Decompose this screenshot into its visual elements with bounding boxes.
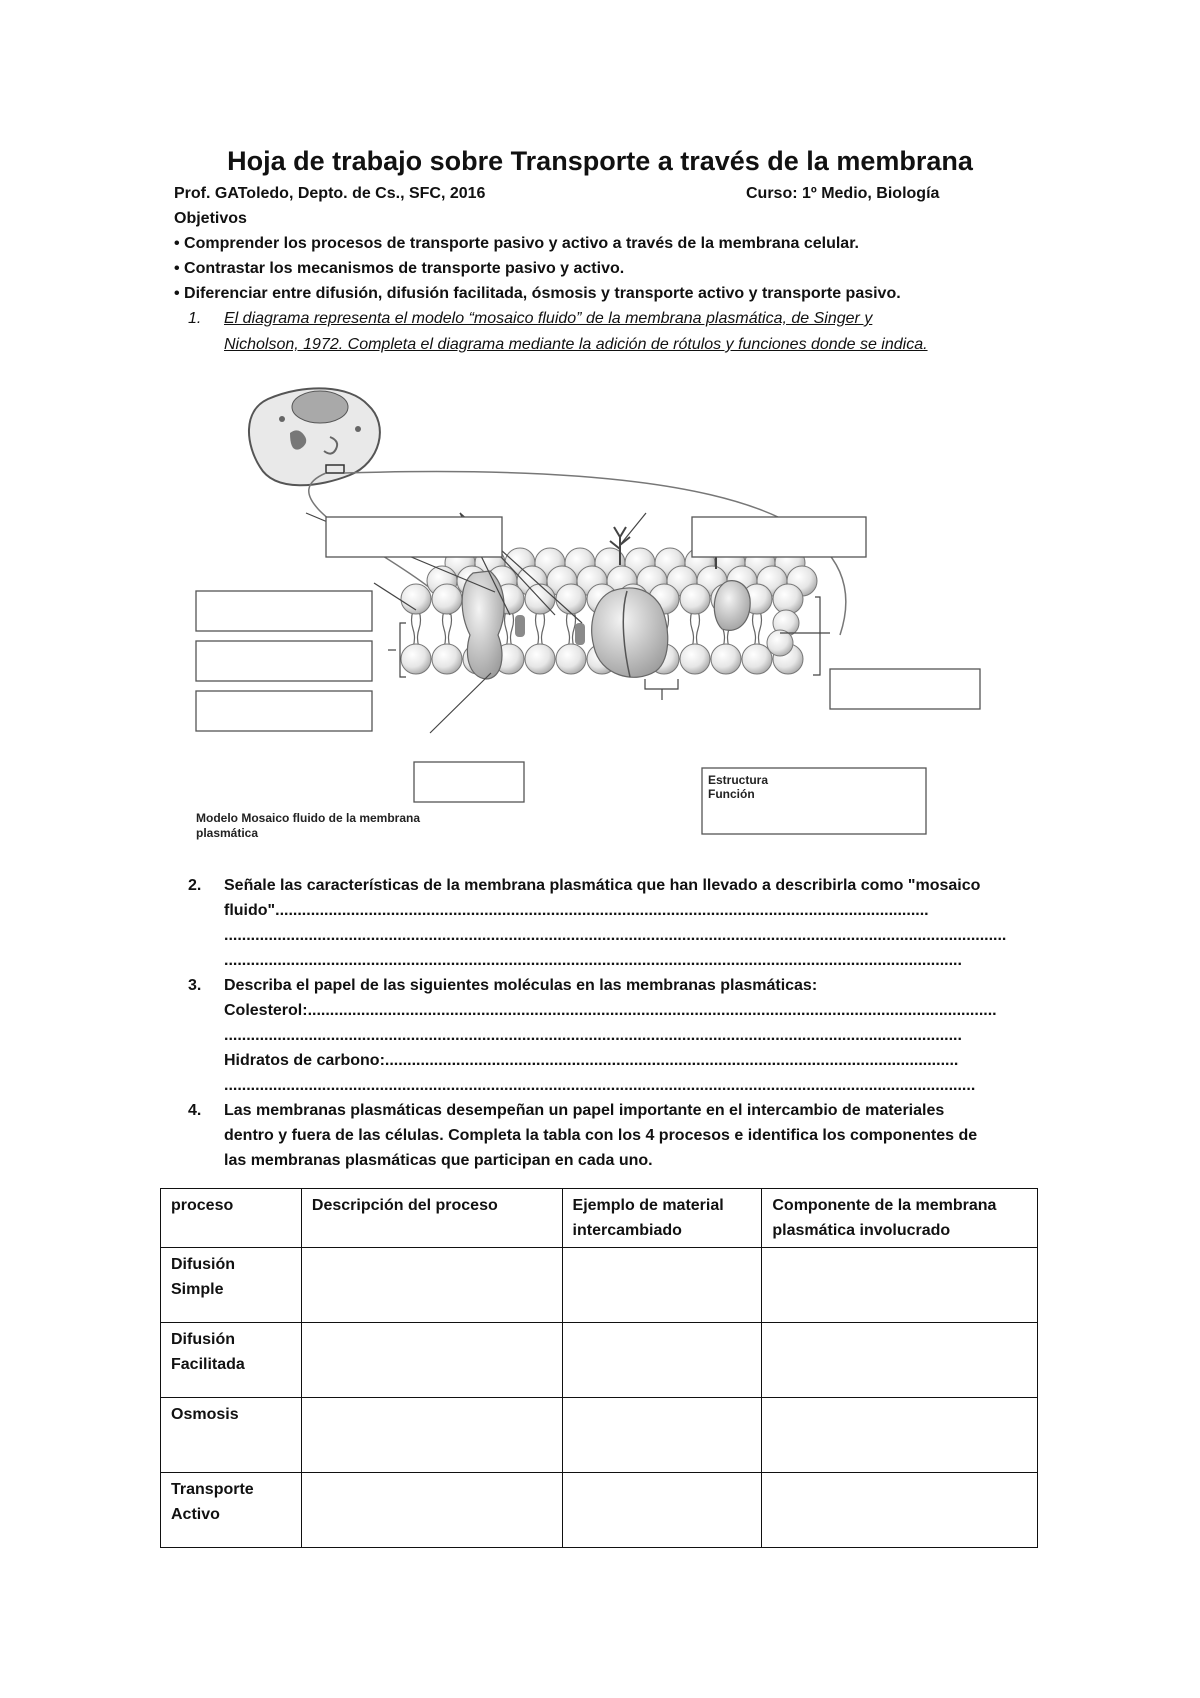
phospholipid-tail [753, 611, 762, 647]
table-row [161, 1398, 1038, 1473]
process-table [160, 1188, 1038, 1548]
phospholipid-head [556, 584, 586, 614]
phospholipid-head [680, 644, 710, 674]
objective-item: • Comprender los procesos de transporte pasivo y activo a través de la membrana celular. [174, 235, 859, 252]
structure-label: Estructura [708, 773, 769, 787]
table-row [161, 1323, 1038, 1398]
hidratos-answer-line[interactable]: Hidratos de carbono:................................................................................................................................. [224, 1052, 959, 1069]
phospholipid-tail [691, 611, 700, 647]
objectives-heading: Objetivos [174, 210, 247, 227]
phospholipid-tail [443, 611, 452, 647]
phospholipid-head [432, 584, 462, 614]
question-2-answer-line[interactable]: fluido"................................................................................................................................................... [224, 902, 929, 919]
table-cell[interactable] [762, 1248, 1038, 1323]
question-1-line: Nicholson, 1972. Completa el diagrama mediante la adición de rótulos y funciones donde se indica. [224, 336, 928, 353]
colesterol-answer-line[interactable]: Colesterol:........................................................................................................................................................... [224, 1002, 997, 1019]
question-1-number: 1. [188, 310, 202, 327]
answer-line[interactable]: ...................................................................................................................................................................... [224, 1027, 962, 1044]
phospholipid-head [767, 630, 793, 656]
objective-item: • Contrastar los mecanismos de transporte pasivo y activo. [174, 260, 625, 277]
integral-protein [592, 588, 668, 677]
table-cell[interactable] [301, 1473, 562, 1548]
question-4-line: Las membranas plasmáticas desempeñan un papel importante en el intercambio de materiales [224, 1102, 945, 1119]
phospholipid-head [401, 644, 431, 674]
question-4-line: dentro y fuera de las células. Completa la tabla con los 4 procesos e identifica los componentes de [224, 1127, 978, 1144]
process-name: Difusión Simple [161, 1248, 302, 1323]
phospholipid-head [742, 644, 772, 674]
page-title: Hoja de trabajo sobre Transporte a través de la membrana [227, 146, 973, 176]
phospholipid-tail [536, 611, 545, 647]
cell-illustration [249, 388, 380, 485]
table-header: Ejemplo de material intercambiado [562, 1189, 762, 1248]
table-cell[interactable] [562, 1398, 762, 1473]
table-cell[interactable] [301, 1248, 562, 1323]
table-cell[interactable] [562, 1248, 762, 1323]
table-header: proceso [161, 1189, 302, 1248]
question-2-line: Señale las características de la membrana plasmática que han llevado a describirla como "mosaico [224, 877, 981, 894]
answer-line[interactable]: ......................................................................................................................................................................... [224, 1077, 976, 1094]
phospholipid-tail [505, 611, 514, 647]
phospholipid-head [711, 644, 741, 674]
table-cell[interactable] [562, 1323, 762, 1398]
objective-item: • Diferenciar entre difusión, difusión facilitada, ósmosis y transporte activo y transporte pasivo. [174, 285, 901, 302]
table-header: Componente de la membrana plasmática involucrado [762, 1189, 1038, 1248]
table-cell[interactable] [762, 1323, 1038, 1398]
function-label: Función [708, 787, 755, 801]
phospholipid-tail [412, 611, 421, 647]
phospholipid-head [525, 644, 555, 674]
process-name: Osmosis [161, 1398, 302, 1473]
question-3-line: Describa el papel de las siguientes moléculas en las membranas plasmáticas: [224, 977, 818, 994]
diagram-caption: Modelo Mosaico fluido de la membrana [196, 811, 421, 825]
membrane-diagram [190, 385, 1070, 855]
question-1-line: El diagrama representa el modelo “mosaico fluido” de la membrana plasmática, de Singer y [224, 310, 873, 327]
answer-line[interactable]: ...................................................................................................................................................................... [224, 952, 962, 969]
table-cell[interactable] [562, 1473, 762, 1548]
author-line: Prof. GAToledo, Depto. de Cs., SFC, 2016 [174, 185, 486, 202]
question-4-number: 4. [188, 1102, 202, 1119]
table-header-row [161, 1189, 1038, 1248]
question-2-number: 2. [188, 877, 202, 894]
phospholipid-head [773, 584, 803, 614]
table-cell[interactable] [301, 1323, 562, 1398]
phospholipid-head [432, 644, 462, 674]
phospholipid-head [556, 644, 586, 674]
question-3-number: 3. [188, 977, 202, 994]
course-line: Curso: 1º Medio, Biología [746, 185, 940, 202]
table-row [161, 1248, 1038, 1323]
peripheral-protein [714, 581, 750, 631]
phospholipid-head [680, 584, 710, 614]
table-header: Descripción del proceso [301, 1189, 562, 1248]
table-cell[interactable] [762, 1473, 1038, 1548]
table-cell[interactable] [762, 1398, 1038, 1473]
cholesterol-molecule [515, 615, 525, 637]
diagram-caption: plasmática [196, 826, 259, 840]
answer-line[interactable]: ................................................................................................................................................................................ [224, 927, 1007, 944]
table-cell[interactable] [301, 1398, 562, 1473]
process-name: Transporte Activo [161, 1473, 302, 1548]
process-name: Difusión Facilitada [161, 1323, 302, 1398]
cholesterol-molecule [575, 623, 585, 645]
question-4-line: las membranas plasmáticas que participan en cada uno. [224, 1152, 653, 1169]
table-row [161, 1473, 1038, 1548]
